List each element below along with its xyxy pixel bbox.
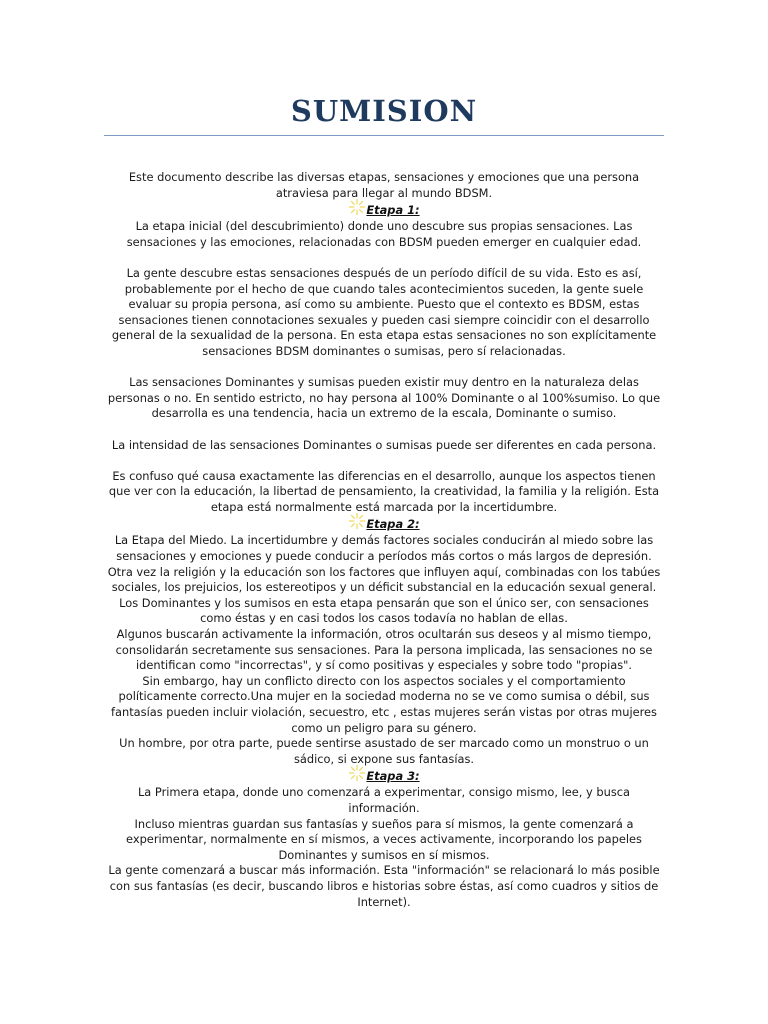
etapa-2-paragraph: Los Dominantes y los sumisos en esta etapa pensarán que son el único ser, con sensaciones como éstas y en casi todos los casos todavía no hablan de ellas.: [119, 595, 649, 626]
etapa-2-heading-row: [104, 515, 664, 533]
etapa-3-paragraph: La Primera etapa, donde uno comenzará a experimentar, consigo mismo, lee, y busca información.: [137, 785, 631, 815]
etapa-1-paragraph: La intensidad de las sensaciones Dominantes o sumisas puede ser diferentes en cada persona.: [111, 437, 657, 452]
document-title: SUMISION: [290, 94, 478, 128]
etapa-2-paragraph: Sin embargo, hay un conflicto directo con los aspectos sociales y el comportamiento políticamente correcto.Una mujer en la sociedad moderna no se ve como sumisa o débil, sus fantasías pueden incluir violación, secuestro, etc , estas mujeres serán vistas por otras mujeres como un peligro para su género.: [110, 673, 657, 735]
spacer: [104, 360, 664, 376]
etapa-1-heading: Etapa 1:: [366, 203, 420, 218]
etapa-1-paragraph: La gente descubre estas sensaciones después de un período difícil de su vida. Esto es así, probablemente por el hecho de que cuando tales acontecimientos suceden, la gente suele evaluar su propia persona, así como su ambiente. Puesto que el contexto es BDSM, estas sensaciones tienen connotaciones sexuales y pueden casi siempre coincidir con el desarrollo general de la sexualidad de la persona. En esta etapa estas sensaciones no son explícitamente sensaciones BDSM dominantes o sumisas, pero sí relacionadas.: [111, 265, 657, 358]
etapa-3-paragraph: La gente comenzará a buscar más información. Esta "información" se relacionará lo más posible con sus fantasías (es decir, buscando libros e historias sobre éstas, así como cuadros y sitios de Internet).: [108, 863, 660, 909]
intro-paragraph: Este documento describe las diversas etapas, sensaciones y emociones que una persona atraviesa para llegar al mundo BDSM.: [128, 170, 640, 200]
etapa-2-paragraph: La Etapa del Miedo. La incertidumbre y demás factores sociales conducirán al miedo sobre las sensaciones y emociones y puede conducir a períodos más cortos o más largos de depresión. Otra vez la religión y la educación son los factores que influyen aquí, combinadas con los tabúes sociales, los prejuicios, los estereotipos y un déficit substancial en la educación sexual general.: [107, 533, 661, 595]
spacer: [104, 250, 664, 266]
etapa-1-paragraph: La etapa inicial (del descubrimiento) donde uno descubre sus propias sensaciones. Las sensaciones y las emociones, relacionadas con BDSM pueden emerger en cualquier edad.: [126, 219, 642, 249]
etapa-2-paragraph: Un hombre, por otra parte, puede sentirse asustado de ser marcado como un monstruo o un sádico, si expone sus fantasías.: [119, 736, 649, 766]
spacer: [104, 453, 664, 469]
etapa-1-paragraph: Es confuso qué causa exactamente las diferencias en el desarrollo, aunque los aspectos tienen que ver con la educación, la libertad de pensamiento, la creatividad, la familia y la religión. Esta etapa está normalmente está marcada por la incertidumbre.: [108, 468, 660, 514]
etapa-2-paragraph: Algunos buscarán activamente la información, otros ocultarán sus deseos y al mismo tiempo, consolidarán secretamente sus sensaciones. Para la persona implicada, las sensaciones no se identifican como "incorrectas", y sí como positivas y especiales y sobre todo "propias".: [115, 627, 653, 673]
document-page: [104, 0, 664, 910]
etapa-3-heading: Etapa 3:: [366, 769, 420, 784]
etapa-2-heading: Etapa 2:: [366, 517, 420, 532]
document-body: [104, 170, 664, 910]
etapa-3-paragraph: Incluso mientras guardan sus fantasías y sueños para sí mismos, la gente comenzará a experimentar, normalmente en sí mismos, a veces activamente, incorporando los papeles Dominantes y sumisos en sí mismos.: [126, 816, 642, 862]
spacer: [104, 422, 664, 438]
title-divider: [104, 135, 664, 136]
etapa-1-paragraph: Las sensaciones Dominantes y sumisas pueden existir muy dentro en la naturaleza delas personas o no. En sentido estricto, no hay persona al 100% Dominante o al 100%sumiso. Lo que desarrolla es una tendencia, hacia un extremo de la escala, Dominante o sumiso.: [107, 375, 661, 421]
etapa-1-heading-row: [104, 201, 664, 219]
etapa-3-heading-row: [104, 767, 664, 785]
